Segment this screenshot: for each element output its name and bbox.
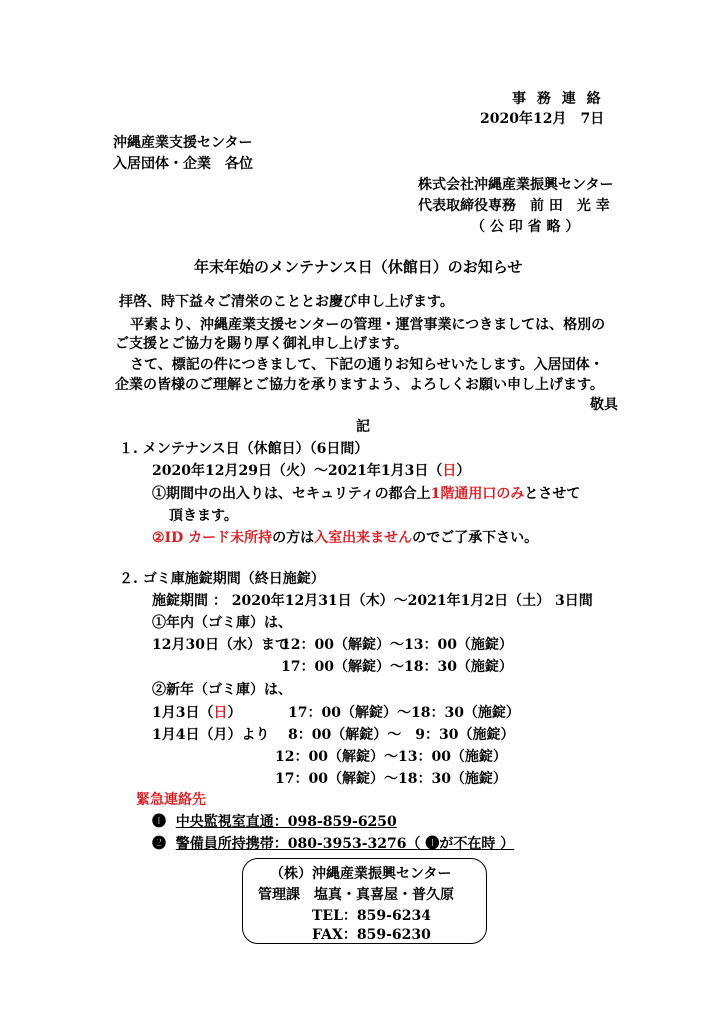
year-end-row-1-time: 12：00（解錠）～13：00（施錠） bbox=[281, 637, 513, 653]
section-1-dates: 2020年12月29日（火）～2021年1月3日（日） bbox=[152, 463, 471, 479]
new-year-row-4-time: 17：00（解錠）～18：30（施錠） bbox=[275, 771, 507, 787]
new-year-row-2-time: 8：00（解錠）～ 9：30（施錠） bbox=[288, 727, 515, 743]
section-1-note-1-cont: 頂きます。 bbox=[169, 508, 238, 524]
sender-company: 株式会社沖縄産業振興センター bbox=[418, 177, 614, 193]
new-year-row-2-date: 1月4日（月）より bbox=[152, 727, 270, 743]
contact-tel: TEL：859-6234 bbox=[312, 908, 431, 924]
section-2-period: 施錠期間 ： 2020年12月31日（木）～2021年1月2日（土） 3日間 bbox=[152, 593, 593, 609]
body-paragraph-3b: 企業の皆様のご理解とご協力を承りますよう、よろしくお願い申し上げます。 bbox=[115, 377, 604, 393]
new-year-row-1-time: 17：00（解錠）～18：30（施錠） bbox=[288, 705, 520, 721]
new-year-row-3-time: 12：00（解錠）～13：00（施錠） bbox=[275, 749, 507, 765]
number-1-icon: ❶ bbox=[425, 836, 440, 852]
section-2-heading: ２. ゴミ庫施錠期間（終日施錠） bbox=[119, 571, 325, 587]
sender-representative: 代表取締役専務 前 田 光 幸 bbox=[418, 198, 610, 214]
document-date: 2020年12月 7日 bbox=[480, 111, 605, 127]
document-type: 事 務 連 絡 bbox=[512, 91, 604, 107]
emergency-heading: 緊急連絡先 bbox=[136, 792, 206, 808]
new-year-row-1-date: 1月3日（日） bbox=[152, 705, 242, 721]
year-end-row-1-date: 12月30日（水）まで bbox=[152, 637, 289, 653]
body-paragraph-2a: 平素より、沖縄産業支援センターの管理・運営事業につきましては、格別の bbox=[130, 317, 606, 333]
contact-fax: FAX：859-6230 bbox=[312, 927, 431, 943]
emergency-contact-2: ❷ 警備員所持携帯：080-3953-3276（ ❶が不在時 ） bbox=[152, 836, 515, 852]
recipient-line-1: 沖縄産業支援センター bbox=[113, 135, 253, 151]
section-2-new-year-label: ②新年（ゴミ庫）は、 bbox=[152, 682, 292, 698]
emergency-contact-1: ❶ 中央監視室直通：098-859-6250 bbox=[152, 814, 397, 830]
contact-dept: 管理課 塩真・真喜屋・普久原 bbox=[258, 887, 454, 903]
number-2-icon: ❷ bbox=[152, 836, 166, 852]
contact-org: （株）沖縄産業振興センター bbox=[270, 866, 452, 882]
number-1-icon: ❶ bbox=[152, 814, 166, 830]
section-1-heading: １. メンテナンス日（休館日）（6日間） bbox=[119, 441, 369, 457]
official-seal-omitted: （ 公 印 省 略 ） bbox=[471, 219, 580, 235]
section-1-note-2: ②ID カード未所持の方は入室出来ませんのでご了承下さい。 bbox=[152, 530, 539, 546]
ki-marker: 記 bbox=[356, 419, 370, 435]
body-greeting: 拝啓、時下益々ご清栄のこととお慶び申し上げます。 bbox=[119, 294, 454, 310]
body-paragraph-2b: ご支援とご協力を賜り厚く御礼申し上げます。 bbox=[115, 336, 408, 352]
closing-keigu: 敬具 bbox=[590, 397, 618, 413]
recipient-line-2: 入居団体・企業 各位 bbox=[113, 156, 253, 172]
section-1-note-1: ①期間中の出入りは、セキュリティの都合上1階通用口のみとさせて bbox=[152, 486, 581, 502]
section-2-year-end-label: ①年内（ゴミ庫）は、 bbox=[152, 615, 292, 631]
notice-title: 年末年始のメンテナンス日（休館日）のお知らせ bbox=[194, 258, 523, 276]
year-end-row-2-time: 17：00（解錠）～18：30（施錠） bbox=[281, 659, 513, 675]
body-paragraph-3a: さて、標記の件につきまして、下記の通りお知らせいたします。入居団体・ bbox=[130, 357, 604, 373]
